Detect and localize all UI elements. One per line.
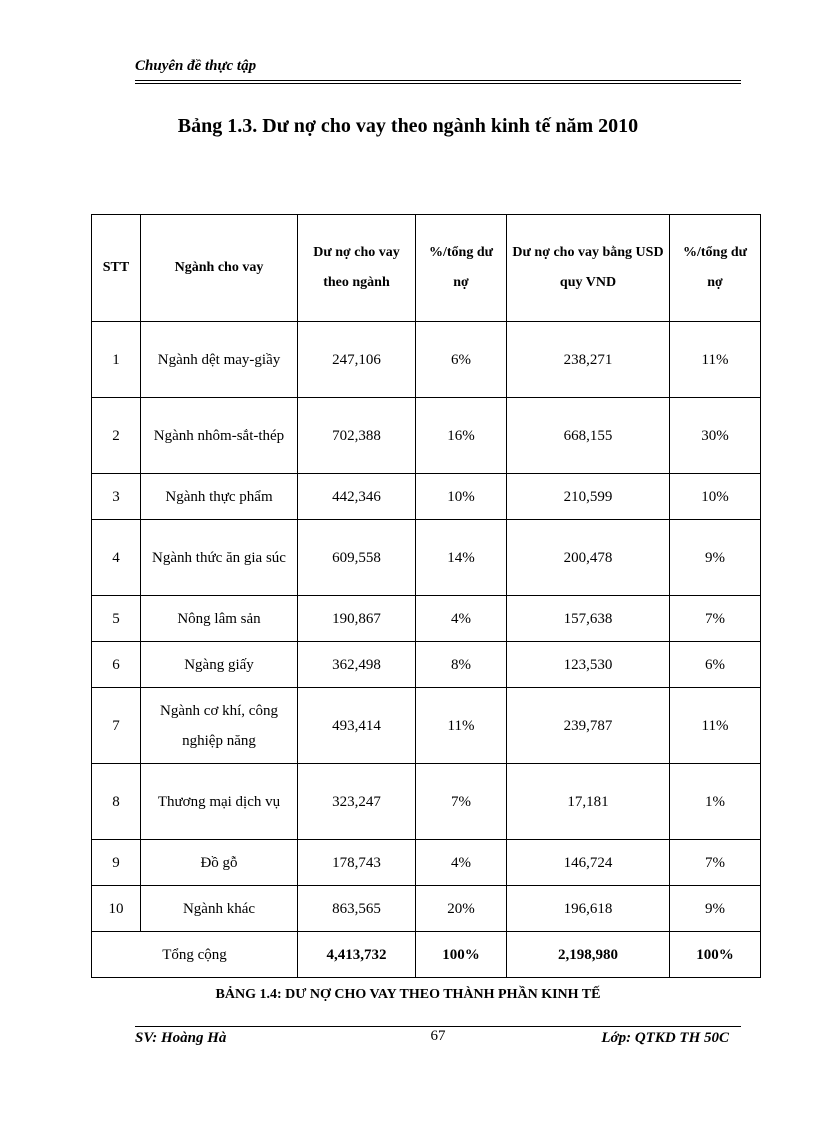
total-cell: 100% <box>416 932 507 978</box>
table-row <box>92 886 761 932</box>
cell: 20% <box>416 886 507 932</box>
cell: Ngành nhôm-sắt-thép <box>141 398 298 474</box>
cell: 8 <box>92 764 141 840</box>
cell: 247,106 <box>298 322 416 398</box>
header-cell: Ngành cho vay <box>141 215 298 322</box>
table-row <box>92 474 761 520</box>
cell: 1% <box>670 764 761 840</box>
cell: 157,638 <box>507 596 670 642</box>
cell: 6% <box>670 642 761 688</box>
cell: 200,478 <box>507 520 670 596</box>
cell: Ngành thức ăn gia súc <box>141 520 298 596</box>
table-row <box>92 764 761 840</box>
total-cell: 2,198,980 <box>507 932 670 978</box>
cell: 863,565 <box>298 886 416 932</box>
cell: 702,388 <box>298 398 416 474</box>
table-row <box>92 398 761 474</box>
total-cell: 100% <box>670 932 761 978</box>
cell: 239,787 <box>507 688 670 764</box>
table-row <box>92 840 761 886</box>
cell: 7% <box>670 840 761 886</box>
table-header-row <box>92 215 761 322</box>
cell: 210,599 <box>507 474 670 520</box>
cell: 9% <box>670 886 761 932</box>
cell: 16% <box>416 398 507 474</box>
footer-student: SV: Hoàng Hà <box>135 1030 227 1046</box>
cell: 3 <box>92 474 141 520</box>
cell: Ngành cơ khí, công nghiệp năng <box>141 688 298 764</box>
cell: 10 <box>92 886 141 932</box>
cell: 30% <box>670 398 761 474</box>
table-row <box>92 688 761 764</box>
cell: 5 <box>92 596 141 642</box>
cell: 10% <box>416 474 507 520</box>
cell: 493,414 <box>298 688 416 764</box>
cell: 10% <box>670 474 761 520</box>
table-row <box>92 642 761 688</box>
table-row <box>92 322 761 398</box>
cell: Ngàng giấy <box>141 642 298 688</box>
cell: 4% <box>416 840 507 886</box>
header-rule <box>135 80 741 81</box>
cell: 9% <box>670 520 761 596</box>
cell: 17,181 <box>507 764 670 840</box>
page-number: 67 <box>430 1028 446 1044</box>
running-header: Chuyên đề thực tập <box>135 58 257 74</box>
cell: 442,346 <box>298 474 416 520</box>
cell: 14% <box>416 520 507 596</box>
cell: Đồ gỗ <box>141 840 298 886</box>
header-cell: Dư nợ cho vay bằng USD quy VND <box>507 215 670 322</box>
cell: 123,530 <box>507 642 670 688</box>
cell: 7 <box>92 688 141 764</box>
cell: 146,724 <box>507 840 670 886</box>
cell: Ngành dệt may-giầy <box>141 322 298 398</box>
cell: Ngành thực phẩm <box>141 474 298 520</box>
total-label: Tổng cộng <box>92 932 298 978</box>
cell: 609,558 <box>298 520 416 596</box>
cell: 668,155 <box>507 398 670 474</box>
cell: Thương mại dịch vụ <box>141 764 298 840</box>
cell: 190,867 <box>298 596 416 642</box>
cell: 6% <box>416 322 507 398</box>
cell: 6 <box>92 642 141 688</box>
total-row <box>92 932 761 978</box>
header-rule-double <box>135 83 741 84</box>
cell: Ngành khác <box>141 886 298 932</box>
cell: 11% <box>670 322 761 398</box>
cell: 4 <box>92 520 141 596</box>
cell: 11% <box>670 688 761 764</box>
cell: Nông lâm sản <box>141 596 298 642</box>
cell: 4% <box>416 596 507 642</box>
cell: 196,618 <box>507 886 670 932</box>
cell: 1 <box>92 322 141 398</box>
next-table-caption: BẢNG 1.4: DƯ NỢ CHO VAY THEO THÀNH PHẦN KINH TẾ <box>215 987 601 1002</box>
total-cell: 4,413,732 <box>298 932 416 978</box>
table-title: Bảng 1.3. Dư nợ cho vay theo ngành kinh tế năm 2010 <box>177 115 639 137</box>
table-row <box>92 596 761 642</box>
table-row <box>92 520 761 596</box>
cell: 7% <box>670 596 761 642</box>
cell: 11% <box>416 688 507 764</box>
cell: 2 <box>92 398 141 474</box>
loan-table <box>91 214 761 978</box>
footer-class: Lớp: QTKD TH 50C <box>601 1030 729 1046</box>
footer-rule <box>135 1026 741 1027</box>
header-cell: %/tổng dư nợ <box>670 215 761 322</box>
header-cell: Dư nợ cho vay theo ngành <box>298 215 416 322</box>
cell: 238,271 <box>507 322 670 398</box>
cell: 8% <box>416 642 507 688</box>
cell: 362,498 <box>298 642 416 688</box>
cell: 178,743 <box>298 840 416 886</box>
header-cell: STT <box>92 215 141 322</box>
cell: 323,247 <box>298 764 416 840</box>
header-cell: %/tổng dư nợ <box>416 215 507 322</box>
cell: 7% <box>416 764 507 840</box>
cell: 9 <box>92 840 141 886</box>
